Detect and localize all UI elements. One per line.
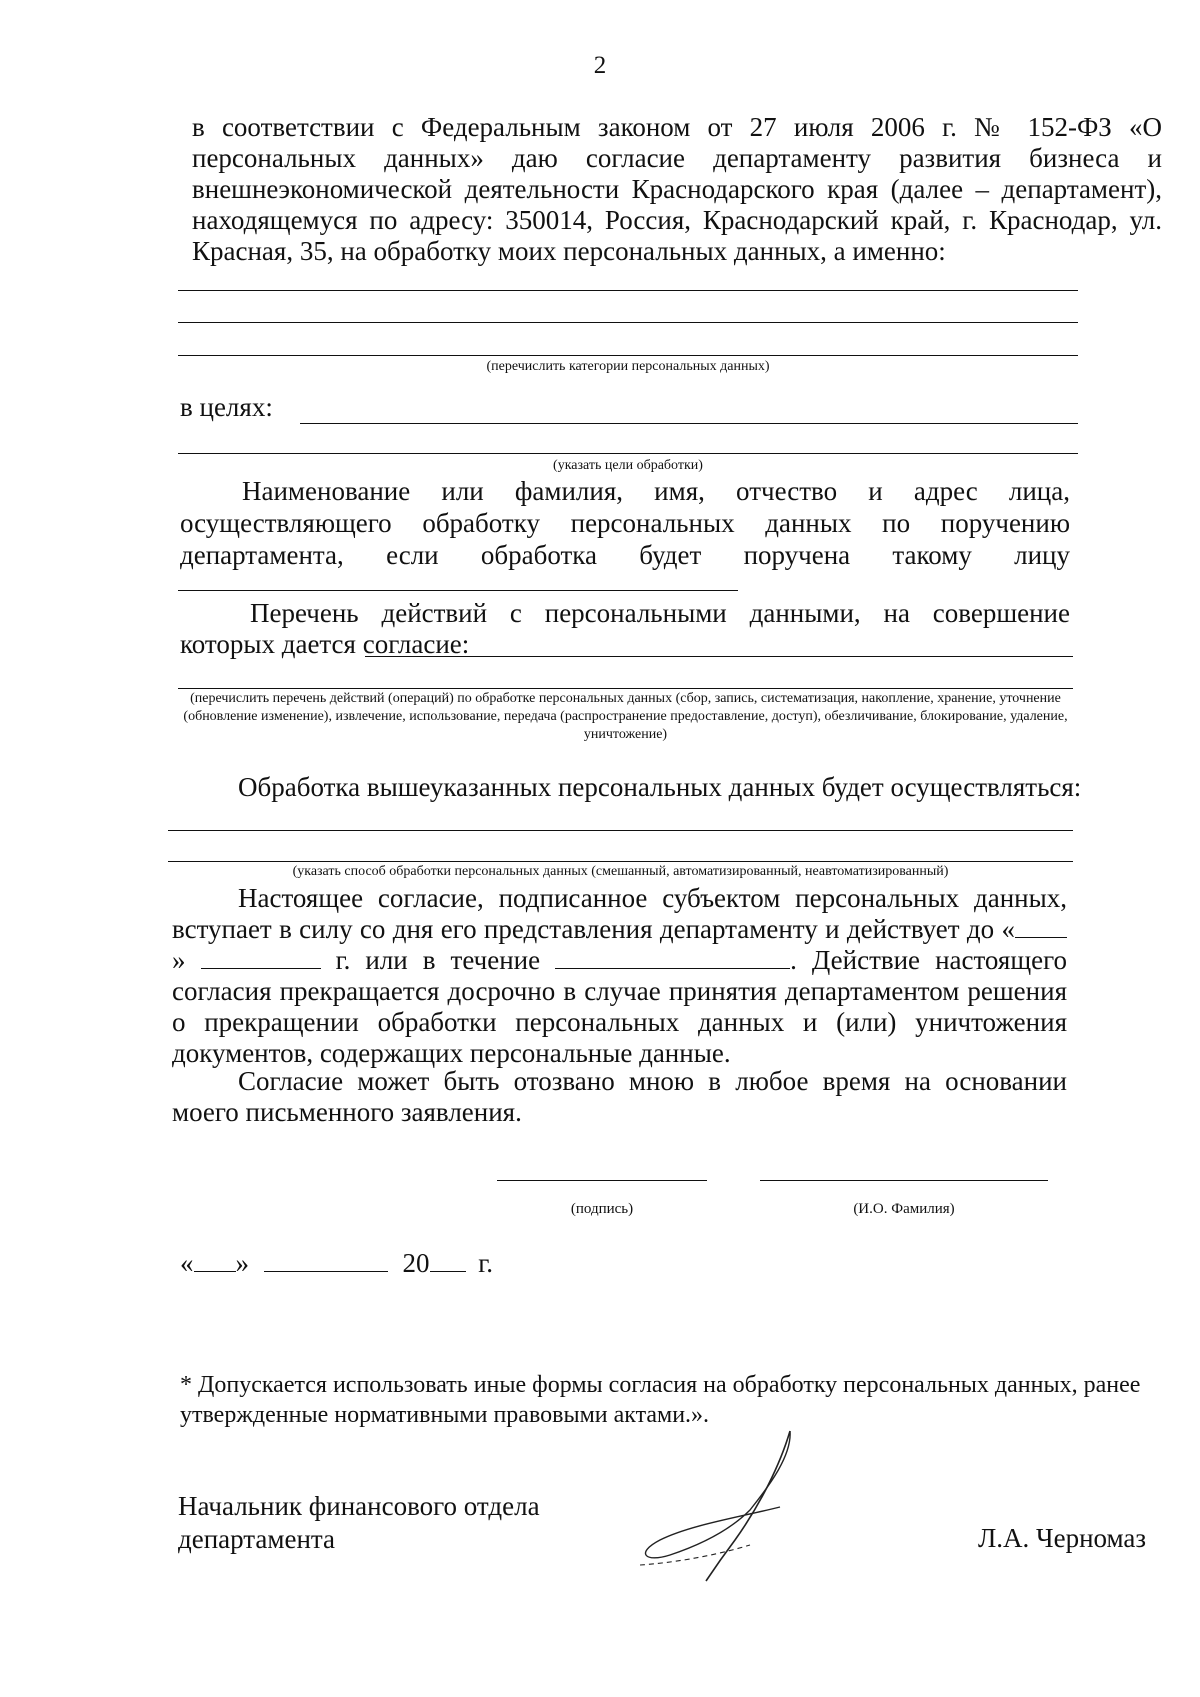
validity-text-3: г. или в течение [335, 945, 541, 975]
validity-text-1: Настоящее согласие, подписанное субъектом персональных данных, вступает в силу со дня его представления департаменту и действует до « [172, 883, 1067, 944]
actions-paragraph: Перечень действий с персональными данными, на совершение которых дается согласие: [180, 598, 1070, 659]
date-year-suffix: г. [478, 1248, 494, 1278]
caption-categories: (перечислить категории персональных данных) [486, 359, 770, 374]
caption-method: (указать способ обработки персональных данных (смешанный, автоматизированный, неавтоматизированный) [292, 864, 949, 879]
date-close-quote: » [235, 1248, 249, 1278]
position-line-2: департамента [178, 1524, 336, 1554]
validity-text-2: » [172, 945, 186, 975]
caption-signature: (подпись) [570, 1201, 634, 1217]
fill-line-categories-1 [178, 290, 1078, 291]
footnote: * Допускается использовать иные формы согласия на обработку персональных данных, ранее утвержденные нормативными правовыми актами.». [180, 1372, 1141, 1428]
caption-actions: (перечислить перечень действий (операций) по обработке персональных данных (сбор, запись, систематизация, накопление, хранение, уточнение (обновление изменение), извлечение, использование, передача (распространение предоставление, доступ), обезличивание, блокирование, удаление, уничтожение) [183, 691, 1068, 742]
intro-paragraph: в соответствии с Федеральным законом от 27 июля 2006 г. № 152-ФЗ «О персональных данных» даю согласие департаменту развития бизнеса и внешнеэкономической деятельности Краснодарского края (далее – департамент), находящемуся по адресу: 350014, Россия, Краснодарский край, г. Краснодар, ул. Красная, 35, на обработку моих персональных данных, а именно: [192, 112, 1162, 266]
position-line-1: Начальник финансового отдела [178, 1491, 540, 1521]
fill-line-actions-2 [178, 688, 1073, 689]
fill-line-method-2 [168, 861, 1073, 862]
page-number: 2 [593, 52, 607, 79]
validity-paragraph [172, 883, 1067, 1069]
method-paragraph: Обработка вышеуказанных персональных данных будет осуществляться: [238, 772, 1082, 802]
revocation-paragraph: Согласие может быть отозвано мною в любое время на основании моего письменного заявления. [172, 1066, 1067, 1127]
date-day-blank [194, 1249, 236, 1272]
fill-line-purpose-1 [300, 423, 1078, 424]
purpose-label: в целях: [180, 392, 273, 422]
validity-month-blank [201, 946, 321, 969]
fill-line-purpose-2 [178, 453, 1078, 454]
handwritten-signature [640, 1425, 850, 1585]
signer-name: Л.А. Черномаз [978, 1523, 1147, 1553]
fill-line-categories-2 [178, 322, 1078, 323]
date-century: 20 [402, 1248, 430, 1278]
fill-line-actions-1 [365, 656, 1073, 657]
date-row [180, 1248, 493, 1279]
fill-line-method-1 [168, 830, 1073, 831]
validity-day-blank [1015, 915, 1067, 938]
date-year-blank [430, 1249, 466, 1272]
date-open-quote: « [180, 1248, 194, 1278]
processor-paragraph: Наименование или фамилия, имя, отчество и адрес лица, осуществляющего обработку персональных данных по поручению департамента, если обработка будет поручена такому лицу [180, 476, 1070, 570]
caption-name: (И.О. Фамилия) [853, 1201, 955, 1217]
fill-line-processor [178, 590, 738, 591]
position-title [178, 1490, 540, 1556]
signature-line [497, 1180, 707, 1181]
caption-purpose: (указать цели обработки) [553, 458, 703, 473]
date-month-blank [264, 1249, 388, 1272]
validity-text-4: . Действие настоящего согласия прекращается досрочно в случае принятия департаментом решения о прекращении обработки персональных данных и (или) уничтожения документов, содержащих персональные данные. [172, 945, 1068, 1068]
name-line [760, 1180, 1048, 1181]
fill-line-categories-3 [178, 355, 1078, 356]
validity-period-blank [555, 946, 790, 969]
